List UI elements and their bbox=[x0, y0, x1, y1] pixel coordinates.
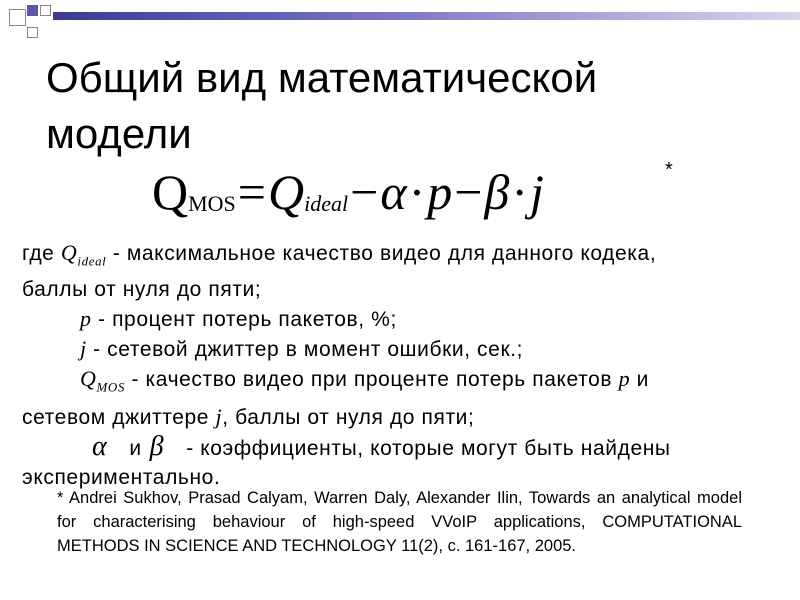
formula-q-mos: $Q_{MOS}$ bbox=[152, 164, 236, 220]
formula-equals: = bbox=[237, 164, 266, 220]
desc-line: p - процент потерь пакетов, %; bbox=[80, 306, 397, 332]
slide-title: Общий вид математической модели bbox=[46, 54, 598, 157]
desc-line: α и β - коэффициенты, которые могут быть найдены bbox=[92, 430, 671, 462]
decorative-square bbox=[40, 5, 51, 16]
desc-line: экспериментально. bbox=[22, 465, 221, 489]
reference-footnote: * Andrei Sukhov, Prasad Calyam, Warren Daly, Alexander Ilin, Towards an analytical model for characterising behaviour of high-speed VVoIP applications, COMPUTATIONAL METHODS IN SCIENCE AND TECHNOLOGY 11(2), с. 161-167, 2005. bbox=[57, 489, 742, 555]
formula-minus: − bbox=[454, 164, 483, 220]
formula-j: j bbox=[529, 164, 544, 220]
decorative-square bbox=[9, 9, 26, 26]
variable-description bbox=[22, 238, 787, 492]
decorative-square bbox=[27, 27, 38, 38]
decorative-square-filled bbox=[27, 5, 38, 16]
formula-alpha: α bbox=[380, 164, 407, 220]
formula bbox=[152, 159, 673, 233]
desc-line: j - сетевой джиттер в момент ошибки, сек.; bbox=[80, 336, 524, 362]
header-accent-bar bbox=[53, 12, 800, 20]
formula-beta: β bbox=[484, 164, 510, 220]
formula-dot: · bbox=[511, 164, 528, 220]
desc-line: $Q_{MOS}$ - качество видео при проценте потерь пакетов p и bbox=[80, 366, 649, 395]
desc-line: где $Q_{ideal}$ - максимальное качество видео для данного кодека, bbox=[22, 240, 657, 269]
formula-q-ideal: $Q_{ideal}$ bbox=[268, 164, 349, 220]
desc-line: сетевом джиттере j, баллы от нуля до пяти; bbox=[22, 403, 475, 429]
formula-p: p bbox=[427, 164, 453, 220]
desc-line: баллы от нуля до пяти; bbox=[22, 278, 262, 302]
formula-dot: · bbox=[408, 164, 426, 220]
footnote-marker: * bbox=[665, 159, 673, 181]
formula-minus: − bbox=[350, 164, 379, 220]
